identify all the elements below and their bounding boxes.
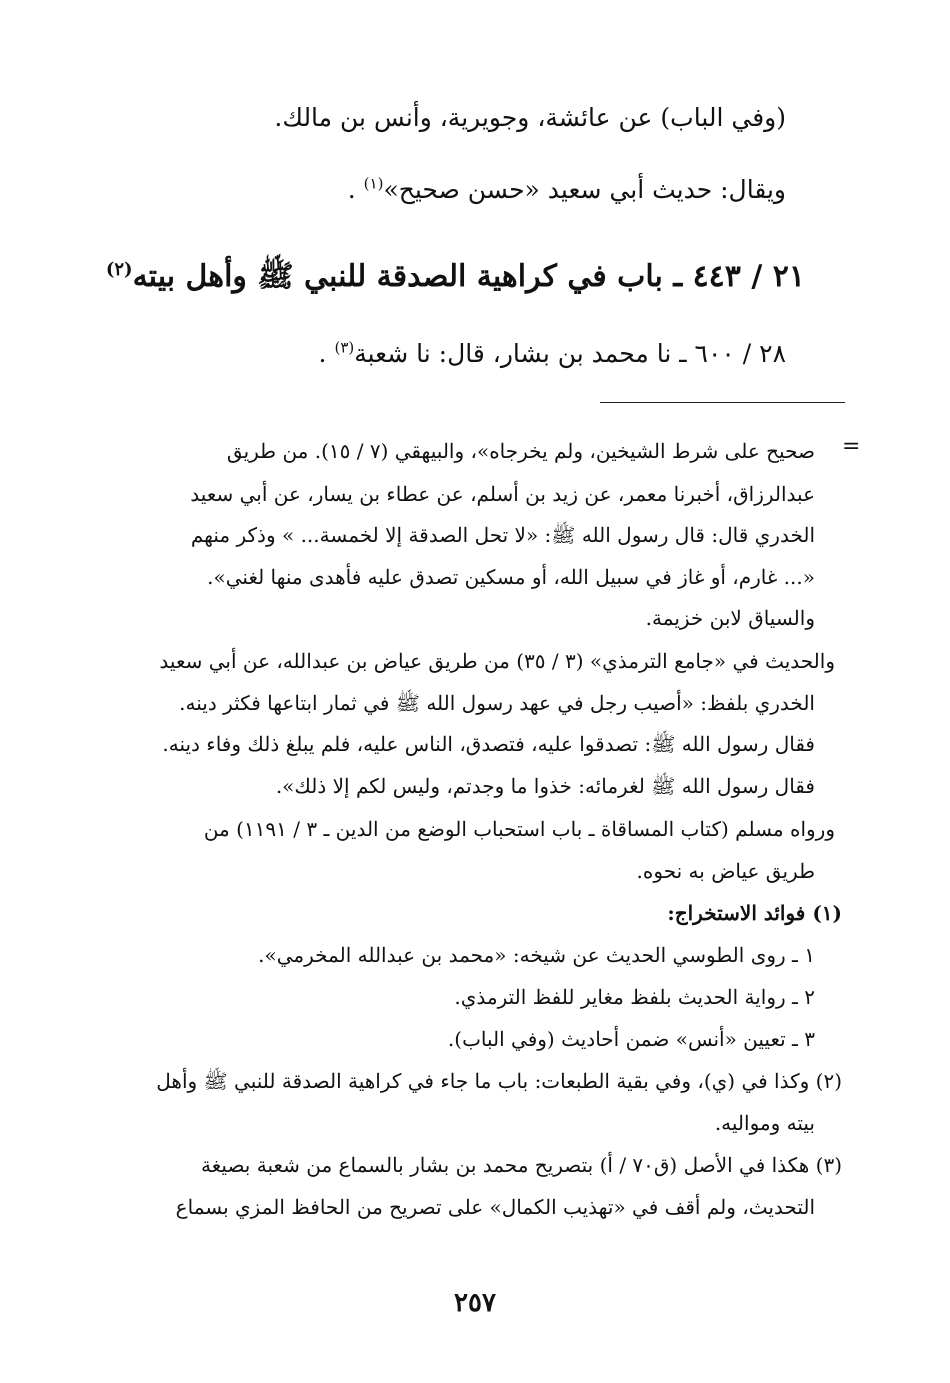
footnote-line bbox=[135, 938, 815, 972]
footnote-line bbox=[135, 769, 815, 803]
main-text-end: . bbox=[318, 339, 335, 368]
footnote-line bbox=[135, 601, 815, 635]
footnote-line bbox=[115, 644, 835, 678]
main-text: ويقال: حديث أبي سعيد «حسن صحيح» bbox=[383, 175, 786, 204]
footnote-text: الخدري بلفظ: «أصيب رجل في عهد رسول الله ﷺ في ثمار ابتاعها فكثر دينه. bbox=[179, 691, 815, 715]
footnote-text: الخدري قال: قال رسول الله ﷺ: «لا تحل الصدقة إلا لخمسة... » وذكر منهم bbox=[190, 523, 815, 547]
footnote-text: (٢) وكذا في (ي)، وفي بقية الطبعات: باب ما جاء في كراهية الصدقة للنبي ﷺ وأهل bbox=[156, 1069, 842, 1093]
footnote-line bbox=[135, 477, 815, 511]
footnote-ref-2: (٢) bbox=[105, 259, 133, 280]
footnote-1-heading bbox=[122, 896, 842, 930]
footnote-text: (٣) هكذا في الأصل (ق٧٠ / أ) بتصريح محمد بن بشار بالسماع من شعبة بصيغة bbox=[201, 1153, 842, 1177]
main-line-1 bbox=[274, 98, 786, 138]
footnote-text: ورواه مسلم (كتاب المساقاة ـ باب استحباب الوضع من الدين ـ ٣ / ١١٩١) من bbox=[203, 817, 835, 841]
footnote-line bbox=[135, 854, 815, 888]
footnote-line bbox=[135, 518, 815, 552]
footnote-line bbox=[135, 1190, 815, 1224]
main-text: (وفي الباب) عن عائشة، وجويرية، وأنس بن مالك. bbox=[274, 103, 786, 132]
hadith-text: ٢٨ / ٦٠٠ ـ نا محمد بن بشار، قال: نا شعبة bbox=[354, 339, 786, 368]
footnote-line bbox=[115, 812, 835, 846]
footnote-text: عبدالرزاق، أخبرنا معمر، عن زيد بن أسلم، عن عطاء بن يسار، عن أبي سعيد bbox=[190, 482, 815, 506]
footnote-line bbox=[135, 686, 815, 720]
chapter-heading bbox=[106, 252, 805, 302]
footnote-text: فقال رسول الله ﷺ لغرمائه: خذوا ما وجدتم، وليس لكم إلا ذلك». bbox=[275, 774, 815, 798]
footnote-line bbox=[135, 1106, 815, 1140]
footnote-line bbox=[135, 980, 815, 1014]
footnote-line bbox=[135, 727, 815, 761]
footnote-ref-1: (١) bbox=[363, 174, 384, 193]
footnote-text: والحديث في «جامع الترمذي» (٣ / ٣٥) من طريق عياض بن عبدالله، عن أبي سعيد bbox=[159, 649, 835, 673]
footnote-text: «... غارم، أو غاز في سبيل الله، أو مسكين تصدق عليه فأهدى منها لغني». bbox=[207, 565, 815, 589]
footnote-2 bbox=[102, 1064, 842, 1098]
footnote-text: صحيح على شرط الشيخين، ولم يخرجاه»، والبيهقي (٧ / ١٥). من طريق bbox=[226, 439, 815, 463]
footnote-line bbox=[135, 1022, 815, 1056]
footnote-text: (١) فوائد الاستخراج: bbox=[667, 901, 842, 925]
footnote-text: ١ ـ روى الطوسي الحديث عن شيخه: «محمد بن عبدالله المخرمي». bbox=[258, 943, 815, 967]
footnote-3 bbox=[102, 1148, 842, 1182]
continuation-mark: = bbox=[842, 434, 861, 459]
footnote-text: ٢ ـ رواية الحديث بلفظ مغاير للفظ الترمذي. bbox=[454, 985, 815, 1009]
footnote-text: فقال رسول الله ﷺ: تصدقوا عليه، فتصدق، الناس عليه، فلم يبلغ ذلك وفاء دينه. bbox=[162, 732, 815, 756]
footnote-text: طريق عياض به نحوه. bbox=[636, 859, 815, 883]
footnote-separator bbox=[600, 402, 845, 403]
footnote-line bbox=[135, 434, 815, 468]
heading-text: ٢١ / ٤٤٣ ـ باب في كراهية الصدقة للنبي ﷺ وأهل بيته bbox=[132, 259, 805, 294]
page-number: ٢٥٧ bbox=[454, 1288, 496, 1318]
footnote-text: والسياق لابن خزيمة. bbox=[645, 606, 815, 630]
footnote-text: ٣ ـ تعيين «أنس» ضمن أحاديث (وفي الباب). bbox=[447, 1027, 815, 1051]
main-text-end: . bbox=[347, 175, 364, 204]
main-line-2 bbox=[348, 170, 786, 210]
hadith-line bbox=[319, 334, 786, 374]
footnote-line bbox=[135, 560, 815, 594]
footnote-ref-3: (٣) bbox=[334, 338, 355, 357]
footnote-text: بيته ومواليه. bbox=[714, 1111, 815, 1135]
footnote-text: التحديث، ولم أقف في «تهذيب الكمال» على تصريح من الحافظ المزي بسماع bbox=[175, 1195, 815, 1219]
